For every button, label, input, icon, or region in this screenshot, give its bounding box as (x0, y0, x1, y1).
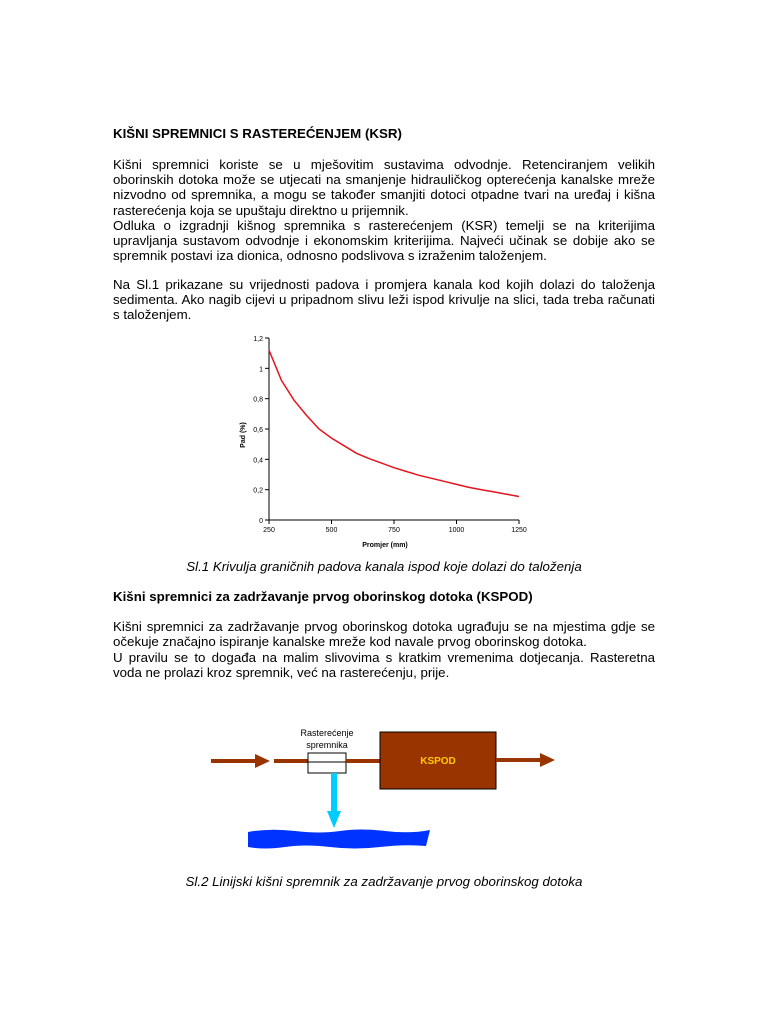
y-tick-label: 0,4 (253, 457, 263, 465)
section-2-paragraph-1: Kišni spremnici za zadržavanje prvog oborinskog dotoka ugrađuju se na mjestima gdje se očekuje značajno ispiranje kanalske mreže kod navale prvog oborinskog dotoka. (113, 619, 655, 650)
x-tick-label: 250 (263, 527, 275, 534)
figure-1-caption: Sl.1 Krivulja graničnih padova kanala ispod koje dolazi do taloženja (186, 559, 582, 574)
section-1-paragraph-3: Na Sl.1 prikazane su vrijednosti padova i promjera kanala kod kojih dolazi do taloženja sedimenta. Ako nagib cijevi u pripadnom slivu leži ispod krivulje na slici, tada treba računati s taloženjem. (113, 277, 655, 323)
slope-diameter-chart (220, 330, 540, 555)
y-axis-label: Pad (%) (240, 422, 247, 448)
y-tick-label: 1,2 (253, 336, 263, 343)
overflow-label-line-1: Rasterećenje (300, 728, 354, 738)
inflow-arrow (211, 754, 270, 768)
x-tick-label: 1250 (511, 527, 527, 534)
kspod-diagram (200, 720, 570, 850)
section-1-paragraph-2: Odluka o izgradnji kišnog spremnika s rasterećenjem (KSR) temelji se na kriterijima upravljanja sustavom odvodnje i ekonomskim kriterijima. Najveći učinak se dobije ako se spremnik postavi iza dionica, odnosno podslivova s izraženim taloženjem. (113, 218, 655, 264)
y-tick-label: 1 (259, 366, 263, 374)
figure-2-caption: Sl.2 Linijski kišni spremnik za zadržavanje prvog oborinskog dotoka (185, 874, 583, 889)
overflow-label-line-2: spremnika (306, 740, 348, 750)
y-tick-label: 0,8 (253, 396, 263, 404)
x-tick-label: 500 (325, 527, 338, 534)
section-2-title: Kišni spremnici za zadržavanje prvog oborinskog dotoka (KSPOD) (113, 589, 533, 604)
overflow-down-arrow (327, 773, 341, 828)
series-line-0 (269, 350, 519, 496)
y-tick-label: 0,6 (253, 427, 263, 434)
y-tick-label: 0 (259, 518, 263, 525)
section-1-title: KIŠNI SPREMNICI S RASTEREĆENJEM (KSR) (113, 126, 402, 141)
x-tick-label: 750 (388, 527, 400, 534)
kspod-tank-label: KSPOD (420, 756, 456, 767)
y-tick-label: 0,2 (253, 487, 263, 495)
x-axis-label: Promjer (mm) (362, 542, 408, 549)
overflow-weir (308, 753, 346, 773)
x-tick-label: 1000 (448, 527, 465, 534)
section-1-paragraph-1: Kišni spremnici koriste se u mješovitim sustavima odvodnje. Retenciranjem velikih oborinskih dotoka može se utjecati na smanjenje hidrauličkog opterećenja kanalske mreže nizvodno od spremnika, a mogu se također smanjiti dotoci otpadne tvari na uređaj i kišna rasterećenja koja se upuštaju direktno u prijemnik. (113, 157, 655, 218)
outflow-arrow (496, 753, 555, 767)
receiving-water (248, 830, 430, 849)
section-2-paragraph-2: U pravilu se to događa na malim slivovima s kratkim vremenima dotjecanja. Rasteretna voda ne prolazi kroz spremnik, već na rasterećenju, prije. (113, 650, 655, 681)
